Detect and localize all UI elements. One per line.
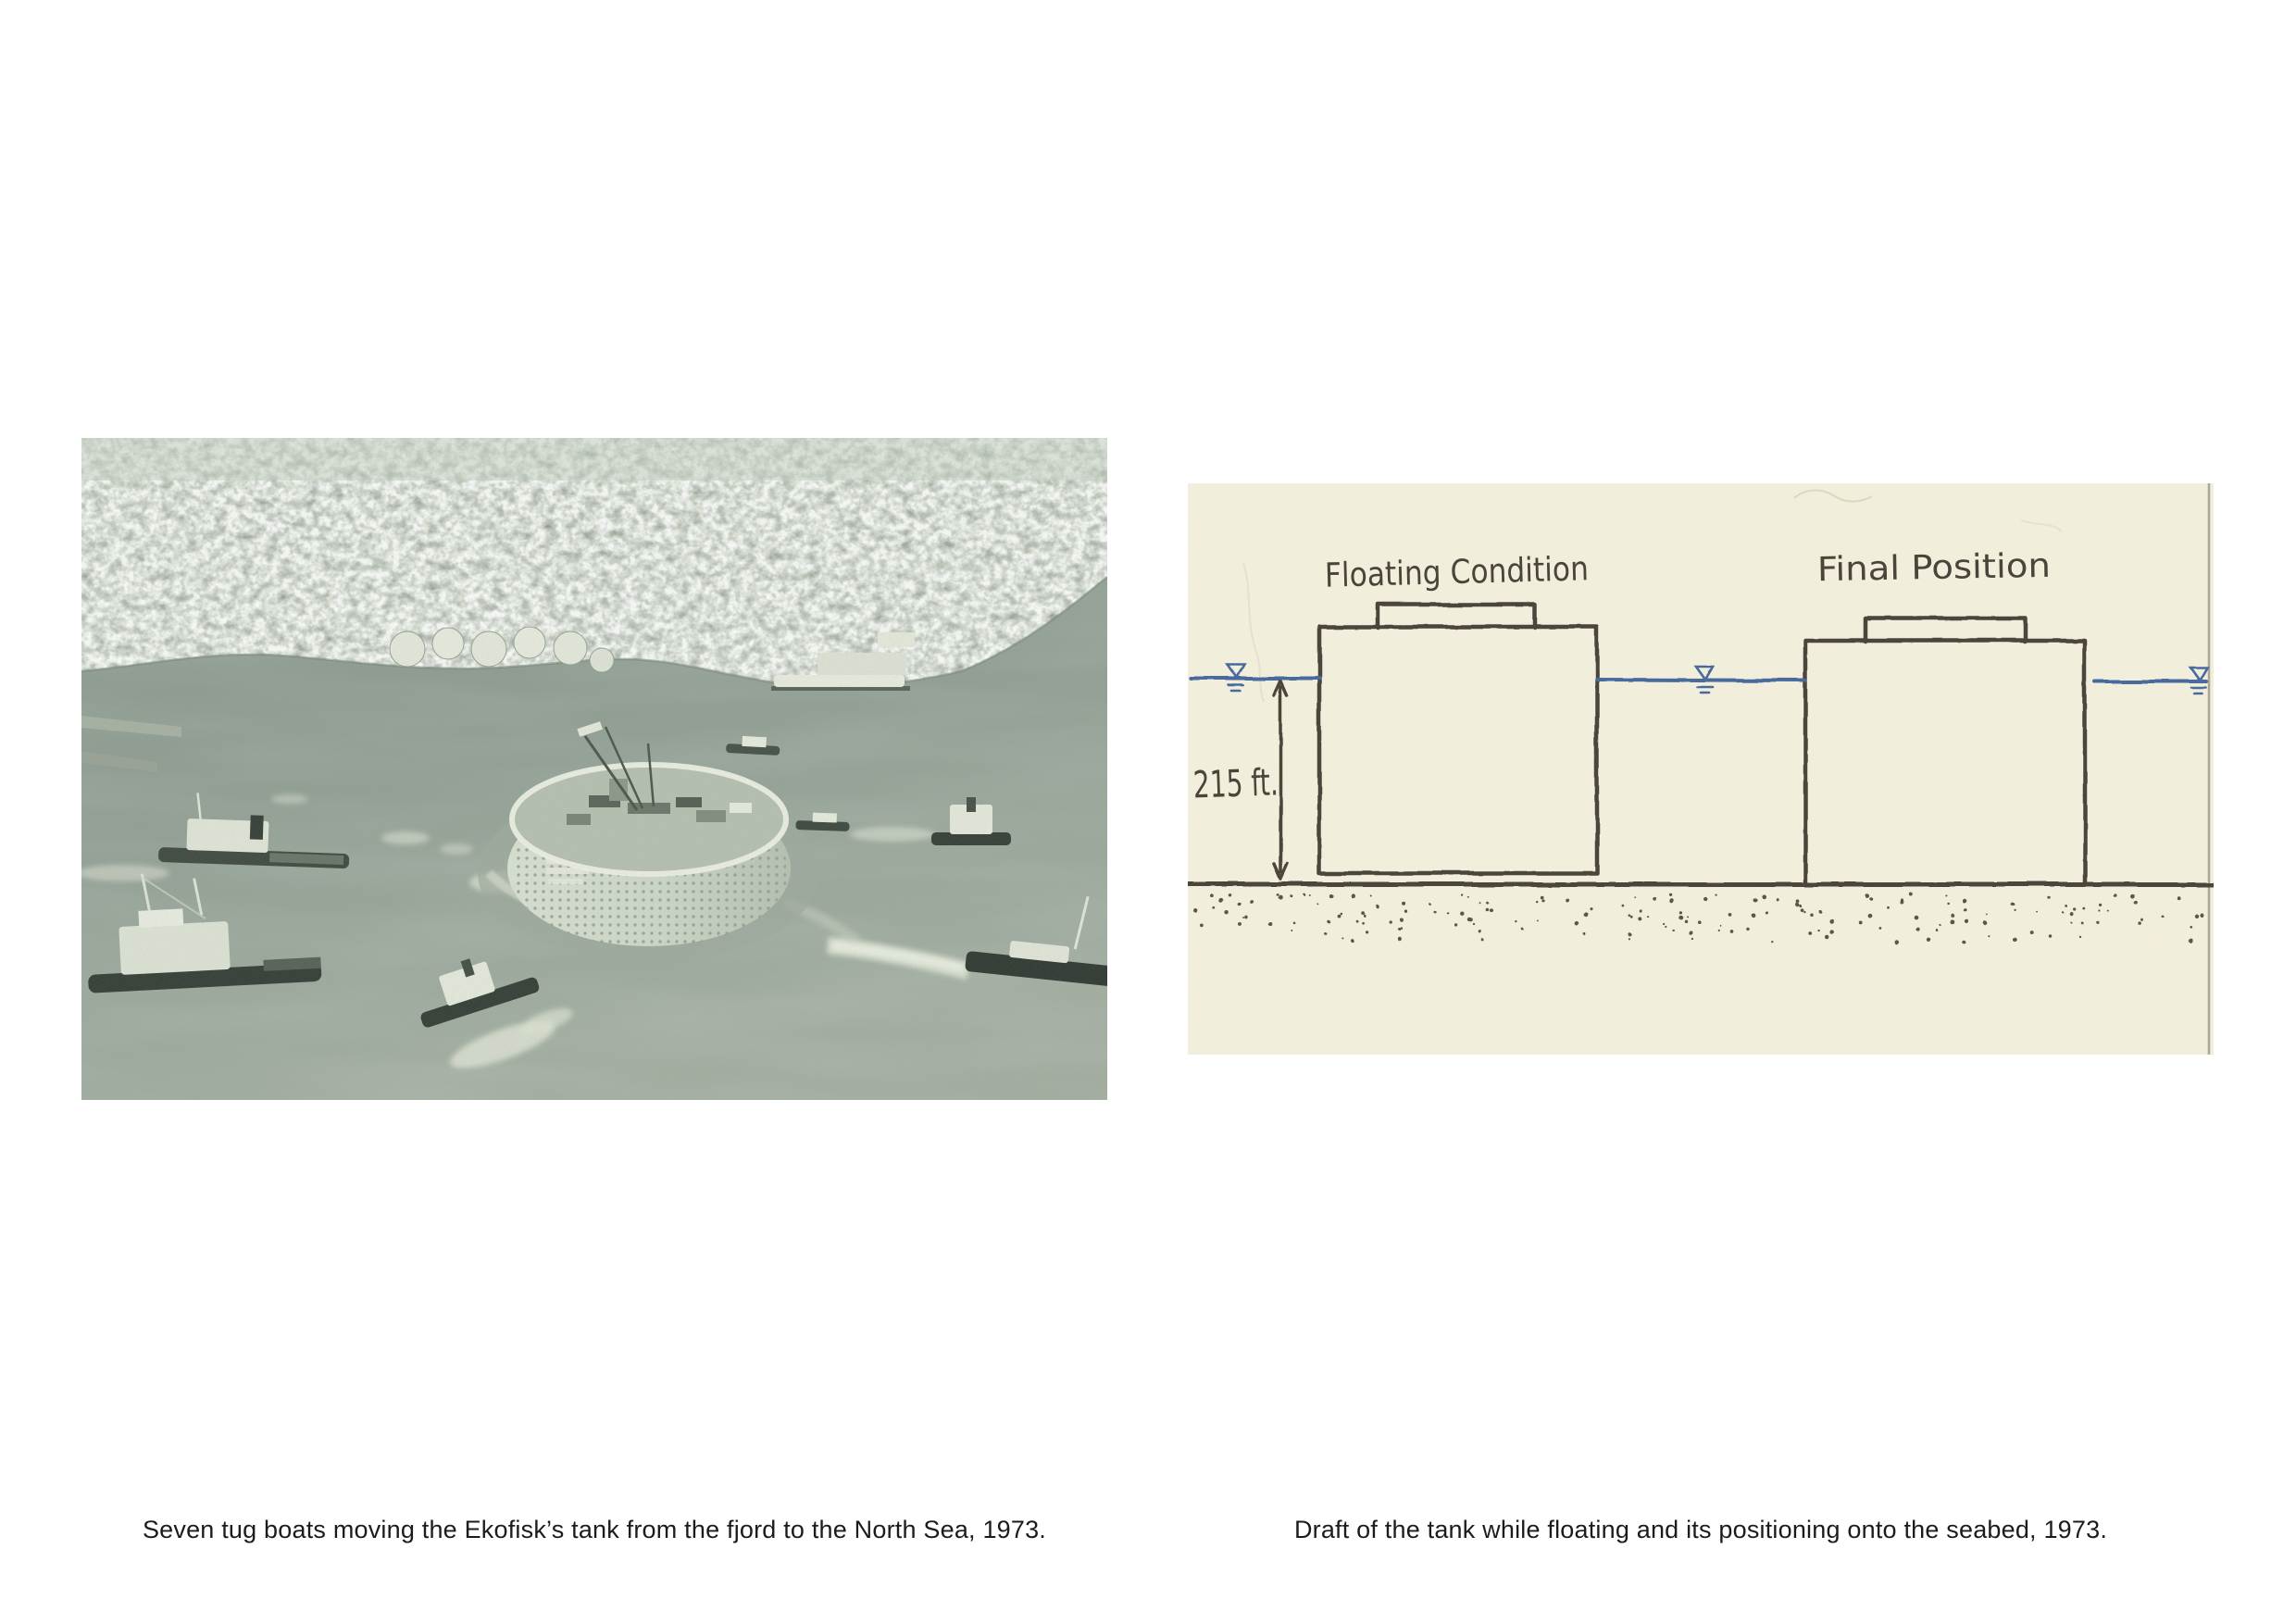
photo-grain bbox=[81, 438, 1107, 1100]
photo-caption: Seven tug boats moving the Ekofisk’s tank from the fjord to the North Sea, 1973. bbox=[142, 1516, 1047, 1543]
water-line-middle bbox=[1597, 680, 1805, 681]
depth-label: 215 ft. bbox=[1192, 759, 1316, 807]
final-position-label: Final Position bbox=[1816, 547, 2035, 590]
tank-draft-diagram bbox=[1188, 483, 2214, 1055]
floating-condition-label: Floating Condition bbox=[1324, 549, 1629, 595]
ekofisk-photo bbox=[81, 438, 1107, 1100]
diagram-caption: Draft of the tank while floating and its positioning onto the seabed, 1973. bbox=[1293, 1516, 2108, 1543]
photo-figure bbox=[81, 438, 1107, 1100]
diagram-figure bbox=[1188, 483, 2214, 1055]
